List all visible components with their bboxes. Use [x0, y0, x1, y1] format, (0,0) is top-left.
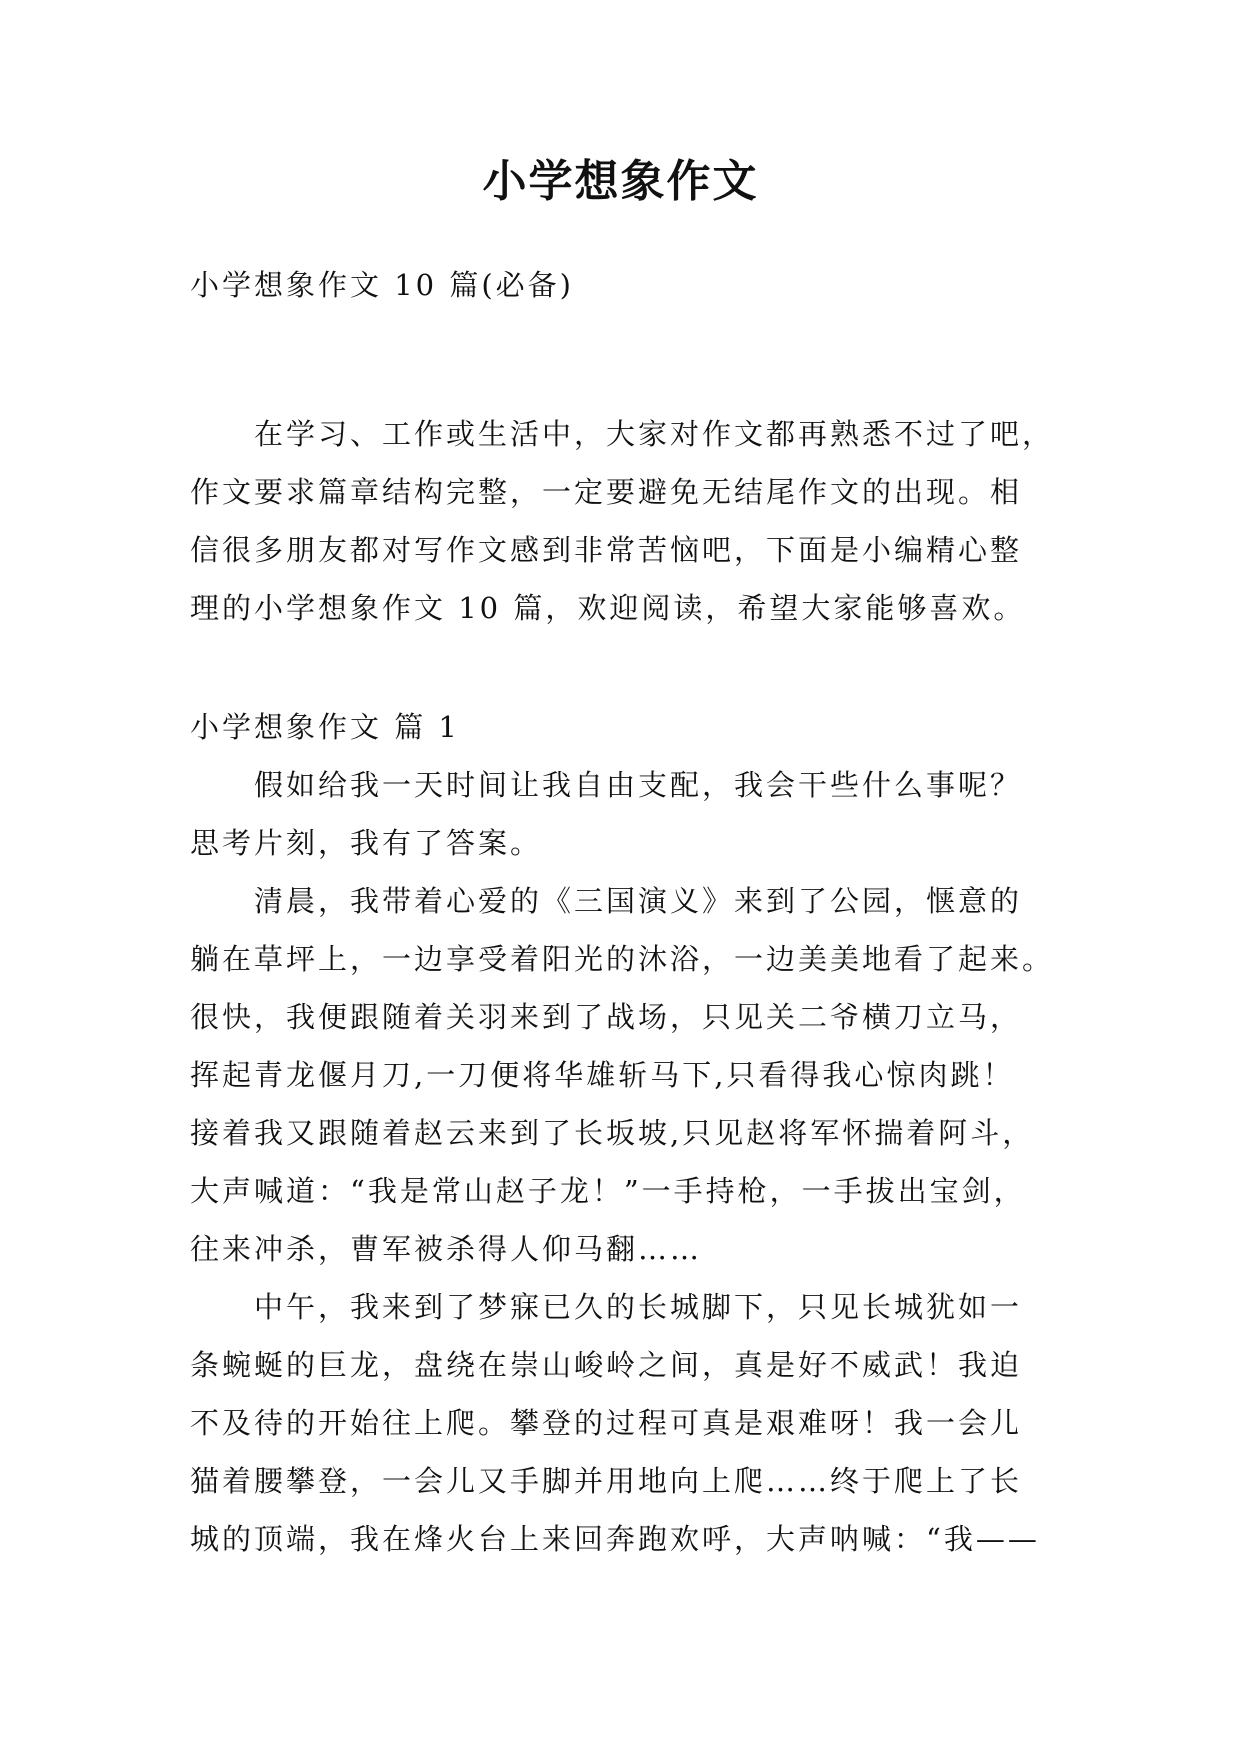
intro-line: 信很多朋友都对写作文感到非常苦恼吧，下面是小编精心整	[190, 533, 1023, 567]
body-line: 假如给我一天时间让我自由支配，我会干些什么事呢？	[190, 768, 1023, 802]
section-1-heading: 小学想象作文 篇 1	[190, 710, 460, 744]
body-line: 中午，我来到了梦寐已久的长城脚下，只见长城犹如一	[190, 1290, 1023, 1324]
body-line: 猫着腰攀登，一会儿又手脚并用地向上爬……终于爬上了长	[190, 1464, 1023, 1498]
section-1-heading-block	[190, 698, 1070, 756]
intro-line: 理的小学想象作文 10 篇，欢迎阅读，希望大家能够喜欢。	[190, 591, 1026, 625]
body-line: 思考片刻，我有了答案。	[190, 826, 543, 860]
body-line: 躺在草坪上，一边享受着阳光的沐浴，一边美美地看了起来。	[190, 942, 1055, 976]
body-line: 条蜿蜒的巨龙，盘绕在崇山峻岭之间，真是好不威武！我迫	[190, 1348, 1023, 1382]
body-line: 大声喊道：“我是常山赵子龙！”一手持枪，一手拔出宝剑，	[190, 1174, 1026, 1208]
body-line: 城的顶端，我在烽火台上来回奔跑欢呼，大声呐喊：“我——	[190, 1522, 1040, 1556]
intro-line: 在学习、工作或生活中，大家对作文都再熟悉不过了吧，	[190, 417, 1055, 451]
body-line: 很快，我便跟随着关羽来到了战场，只见关二爷横刀立马，	[190, 1000, 1023, 1034]
document-subtitle: 小学想象作文 10 篇(必备)	[190, 268, 574, 302]
body-line: 往来冲杀，曹军被杀得人仰马翻……	[190, 1232, 703, 1266]
body-line: 不及待的开始往上爬。攀登的过程可真是艰难呀！我一会儿	[190, 1406, 1023, 1440]
body-line: 清晨，我带着心爱的《三国演义》来到了公园，惬意的	[190, 884, 1023, 918]
intro-paragraph	[190, 405, 1070, 637]
section-1-body	[190, 756, 1070, 1568]
intro-line: 作文要求篇章结构完整，一定要避免无结尾作文的出现。相	[190, 475, 1023, 509]
body-line: 接着我又跟随着赵云来到了长坂坡,只见赵将军怀揣着阿斗，	[190, 1116, 1035, 1150]
body-line: 挥起青龙偃月刀,一刀便将华雄斩马下,只看得我心惊肉跳！	[190, 1058, 1015, 1092]
document-title: 小学想象作文	[482, 156, 759, 207]
